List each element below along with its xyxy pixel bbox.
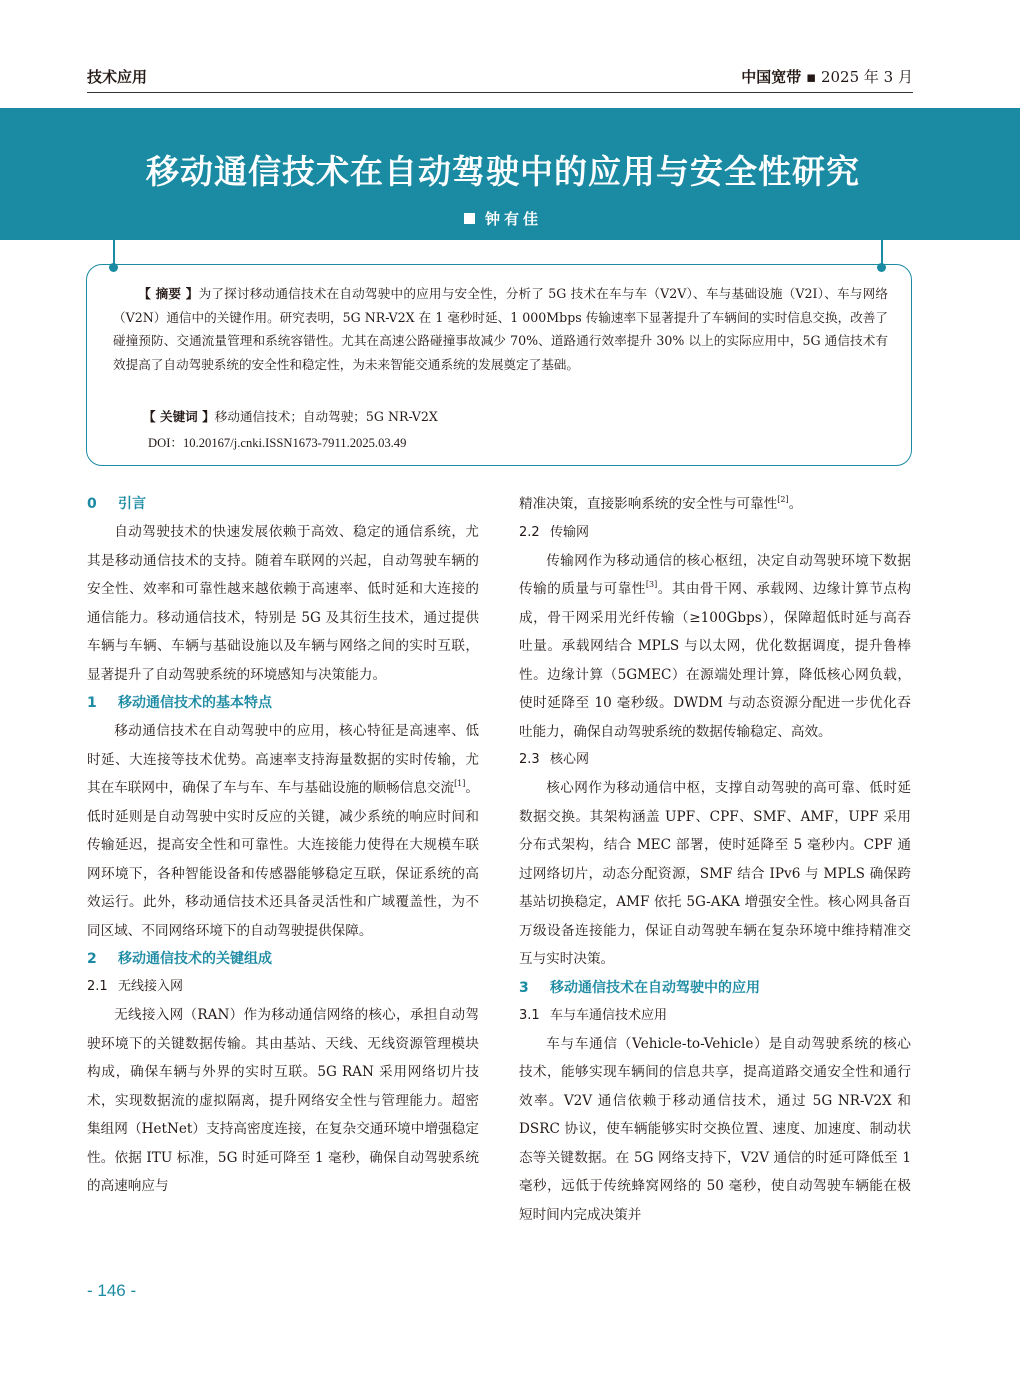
paragraph: 车与车通信（Vehicle-to-Vehicle）是自动驾驶系统的核心技术，能够实现车辆间的信息共享，提高道路交通安全性和通行效率。V2V 通信依赖于移动通信技术，通过 5G NR-V2X 和 DSRC 协议，使车辆能够实时交换位置、速度、加速度、制动状态等关键数据。在 5G 网络支持下，V2V 通信的时延可降低至 1 毫秒，远低于传统蜂窝网络的 50 毫秒，使自动驾驶车辆能在极短时间内完成决策并 [519,1035,911,1223]
subsection-heading: 3.1 车与车通信技术应用 [519,1007,668,1023]
paragraph: 移动通信技术在自动驾驶中的应用，核心特征是高速率、低时延、大连接等技术优势。高速率支持海量数据的实时传输，尤其在车联网中，确保了车与车、车与基础设施的顺畅信息交流[1]。低时延则是自动驾驶中实时反应的关键，减少系统的响应时间和传输延迟，提高安全性和可靠性。大连接能力使得在大规模车联网环境下，各种智能设备和传感器能够稳定互联，保证系统的高效运行。此外，移动通信技术还具备灵活性和广域覆盖性，为不同区域、不同网络环境下的自动驾驶提供保障。 [87,723,480,939]
keywords-text: 移动通信技术；自动驾驶；5G NR-V2X [214,409,438,424]
issue-date: ▪ 2025 年 3 月 [806,68,913,86]
keywords-label: 【 关键词 】 [143,409,215,424]
keywords [143,406,438,425]
paragraph: 核心网作为移动通信中枢，支撑自动驾驶的高可靠、低时延数据交换。其架构涵盖 UPF、CPF、SMF、AMF，UPF 采用分布式架构，结合 MEC 部署，使时延降至 5 毫秒内。CPF 通过网络切片，动态分配资源，SMF 结合 IPv6 与 MPLS 确保跨基站切换稳定，AMF 依托 5G-AKA 增强安全性。核心网具备百万级设备连接能力，保证自动驾驶车辆在复杂环境中维持精准交互与实时决策。 [519,780,911,967]
subsection-heading: 2.2 传输网 [519,524,590,540]
section-label: 技术应用 [87,68,148,86]
subsection-heading: 2.1 无线接入网 [87,979,184,994]
section-heading: 3 移动通信技术在自动驾驶中的应用 [519,979,760,996]
journal-issue [741,66,913,87]
abstract-label: 【 摘要 】 [138,286,199,301]
section-heading: 2 移动通信技术的关键组成 [87,951,272,967]
author-line [0,208,1006,229]
citation: [3] [645,580,658,589]
section-heading: 0 引言 [87,496,146,512]
abstract-text: 为了探讨移动通信技术在自动驾驶中的应用与安全性，分析了 5G 技术在车与车（V2V）、车与基础设施（V2I）、车与网络（V2N）通信中的关键作用。研究表明，5G NR-V2X 在 1 毫秒时延、1 000Mbps 传输速率下显著提升了车辆间的实时信息交换，改善了碰撞预防、交通流量管理和系统容错性。尤其在高速公路碰撞事故减少 70%、道路通行效率提升 30% 以上的实际应用中，5G 通信技术有效提高了自动驾驶系统的安全性和稳定性，为未来智能交通系统的发展奠定了基础。 [113,286,888,372]
paragraph: 自动驾驶技术的快速发展依赖于高效、稳定的通信系统，尤其是移动通信技术的支持。随着车联网的兴起，自动驾驶车辆的安全性、效率和可靠性越来越依赖于高速率、低时延和大连接的通信能力。移动通信技术，特别是 5G 及其衍生技术，通过提供车辆与车辆、车辆与基础设施以及车辆与网络之间的实时互联，显著提升了自动驾驶系统的环境感知与决策能力。 [87,524,479,683]
journal-name: 中国宽带 [741,68,802,86]
citation: [1] [454,779,466,788]
dot-icon [109,263,118,272]
left-column [87,490,479,1201]
right-column [519,490,911,1229]
abstract [113,282,888,376]
author-name: 钟有佳 [484,210,542,228]
square-bullet-icon [464,213,475,224]
paragraph: 精准决策，直接影响系统的安全性与可靠性[2]。 [519,495,803,512]
paragraph: 无线接入网（RAN）作为移动通信网络的核心，承担自动驾驶环境下的关键数据传输。其由基站、天线、无线资源管理模块构成，确保车辆与外界的实时互联。5G RAN 采用网络切片技术，实现数据流的虚拟隔离，提升网络安全性与管理能力。超密集组网（HetNet）支持高密度连接，在复杂交通环境中增强稳定性。依据 ITU 标准，5G 时延可降至 1 毫秒，确保自动驾驶系统的高速响应与 [87,1007,479,1194]
page-number: - 146 - [87,1281,137,1300]
citation: [2] [777,495,789,504]
article-title: 移动通信技术在自动驾驶中的应用与安全性研究 [146,152,860,191]
section-heading: 1 移动通信技术的基本特点 [87,695,272,711]
subsection-heading: 2.3 核心网 [519,752,590,767]
header-divider [87,92,913,93]
doi: DOI：10.20167/j.cnki.ISSN1673-7911.2025.03.49 [148,436,407,450]
dot-icon [877,263,886,272]
paragraph: 传输网作为移动通信的核心枢纽，决定自动驾驶环境下数据传输的质量与可靠性[3]。其由骨干网、承载网、边缘计算节点构成，骨干网采用光纤传输（≥100Gbps），保障超低时延与高吞吐量。承载网结合 MPLS 与以太网，优化数据调度，提升鲁棒性。边缘计算（5GMEC）在源端处理计算，降低核心网负载，使时延降至 10 毫秒级。DWDM 与动态资源分配进一步优化吞吐能力，确保自动驾驶系统的数据传输稳定、高效。 [519,552,912,740]
